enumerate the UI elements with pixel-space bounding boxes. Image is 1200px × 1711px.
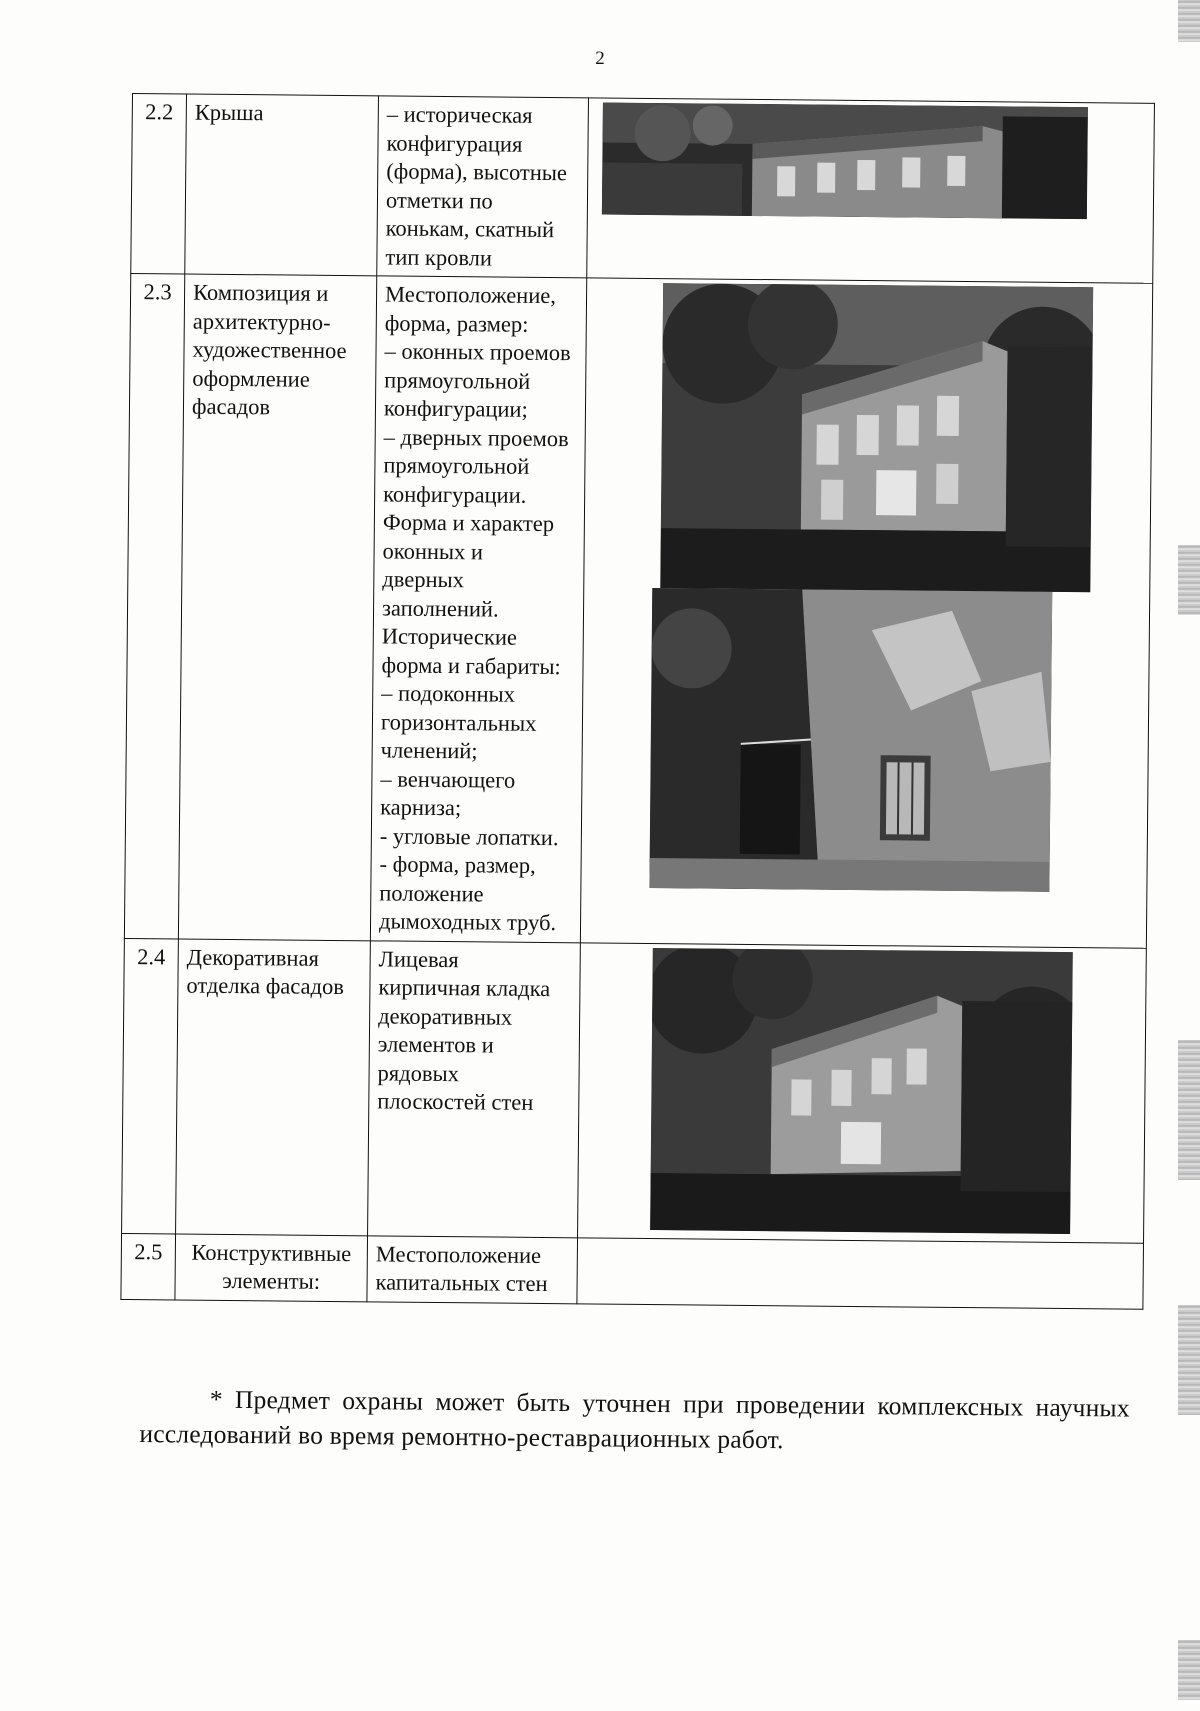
- row-photo-cell: [577, 1237, 1144, 1308]
- row-photo-cell: [580, 278, 1152, 948]
- row-protected-value: Местоположение, форма, размер: – оконных проемов прямоугольной конфигурации; – дверных проемов прямоугольной конфигурации. Форма и характер оконных и дверных заполнений. Исторические форма и габариты: – подоконных горизонтальных членений; – венчающего карниза; - угловые лопатки. - форма, размер, положение дымоходных труб.: [370, 276, 586, 942]
- protection-subject-table: [120, 93, 1155, 1309]
- scan-artifact: [1178, 1305, 1200, 1415]
- row-number: 2.5: [121, 1233, 176, 1300]
- scan-artifact: [1178, 0, 1200, 42]
- table-row: [131, 94, 1155, 284]
- row-protected-value: – историческая конфигурация (форма), высотные отметки по конькам, скатный тип кровли: [377, 96, 589, 278]
- table-row: [124, 273, 1152, 947]
- row-element-name: Конструктивные элементы:: [175, 1233, 368, 1301]
- building-photo-facade: [660, 283, 1093, 592]
- row-protected-value: Местоположение капитальных стен: [367, 1235, 578, 1303]
- row-number: 2.2: [131, 94, 187, 275]
- row-number: 2.3: [124, 273, 184, 938]
- table-row: [121, 1233, 1144, 1309]
- building-photo-roof: [602, 103, 1088, 220]
- row-photo-cell: [587, 98, 1155, 283]
- scan-artifact: [1178, 1640, 1200, 1700]
- scan-artifact: [1178, 545, 1200, 615]
- row-element-name: Композиция и архитектурно- художественное оформление фасадов: [178, 274, 376, 940]
- building-photo-decorative: [650, 948, 1073, 1234]
- table-row: [122, 938, 1147, 1243]
- row-element-name: Декоративная отделка фасадов: [176, 938, 371, 1235]
- scan-artifact: [1178, 1040, 1200, 1180]
- page-number: 2: [595, 48, 605, 69]
- footnote: * Предмет охраны может быть уточнен при проведении комплексных научных исследований во время ремонтно-реставрационных работ.: [139, 1384, 1130, 1455]
- row-photo-cell: [578, 942, 1147, 1242]
- row-element-name: Крыша: [185, 94, 379, 276]
- building-photo-side-wall: [649, 588, 1052, 892]
- row-protected-value: Лицевая кирпичная кладка декоративных элементов и рядовых плоскостей стен: [368, 940, 581, 1237]
- row-number: 2.4: [122, 938, 179, 1234]
